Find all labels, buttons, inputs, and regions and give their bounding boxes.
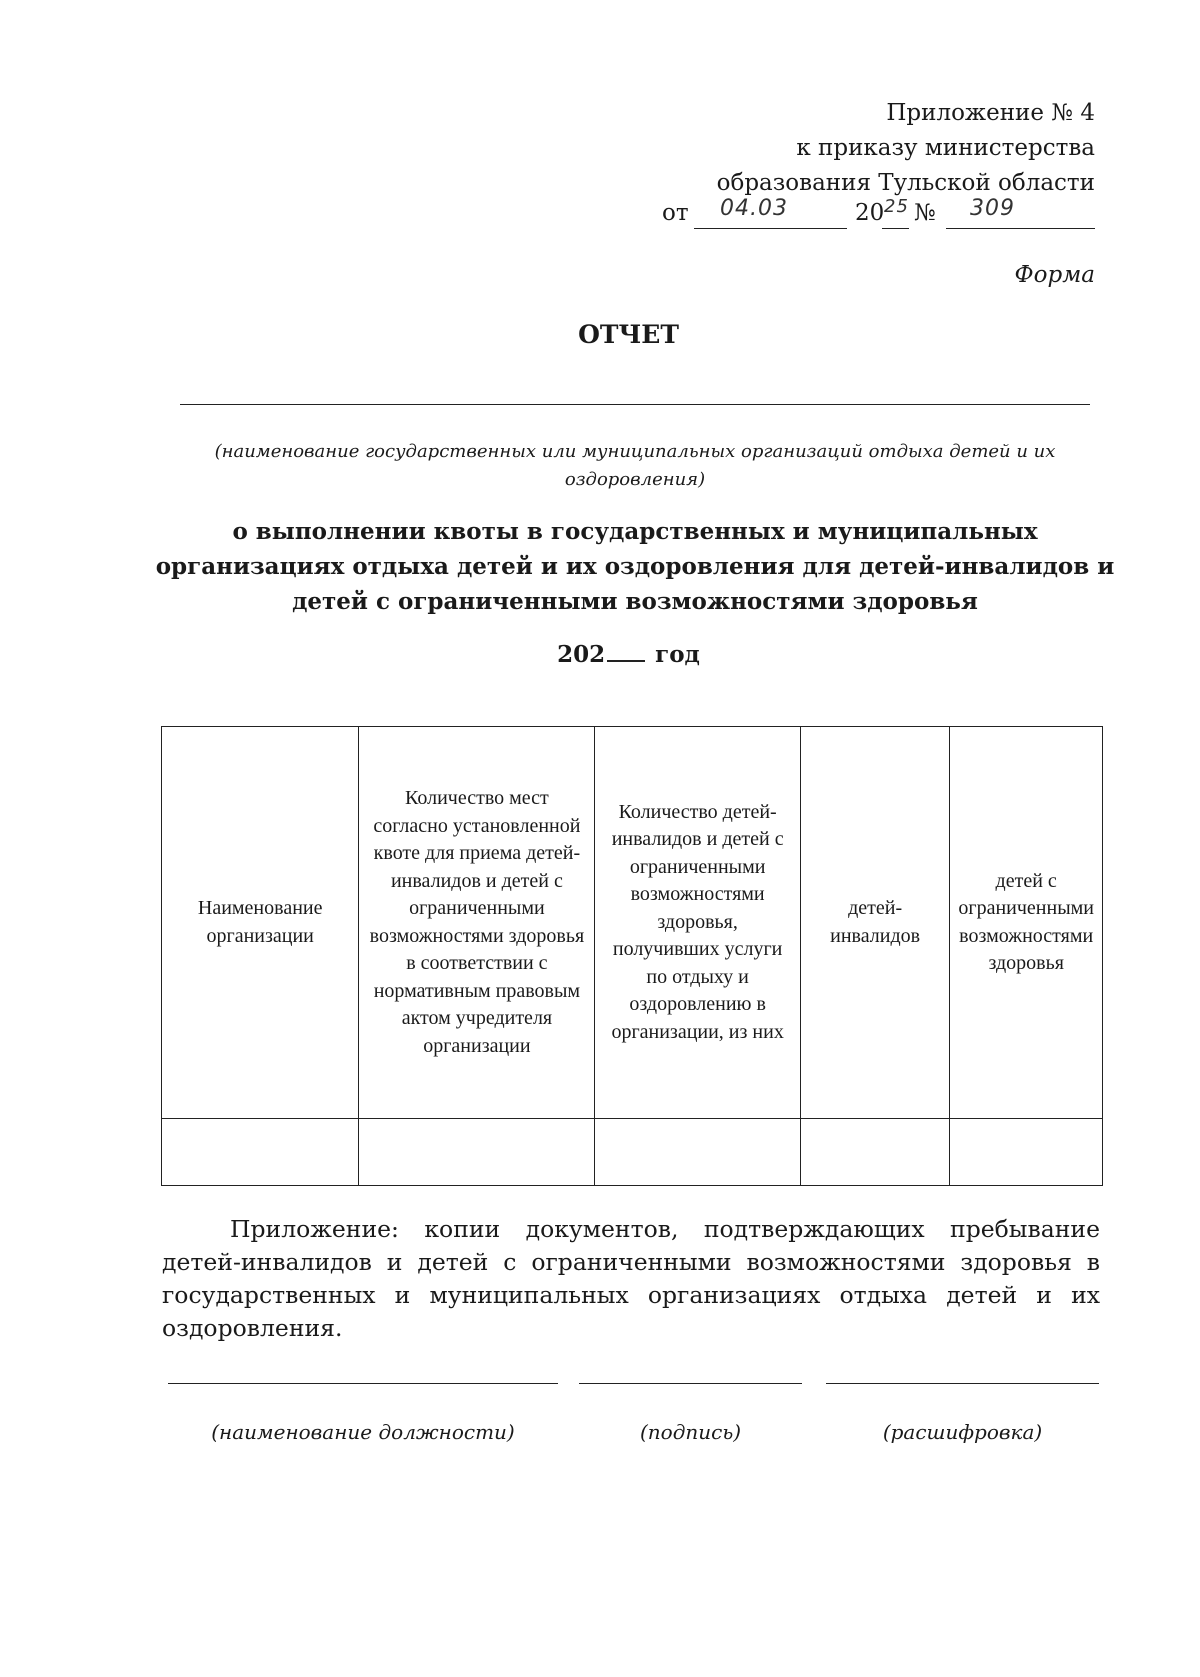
table-header-row [162, 727, 1103, 1119]
table-cell [359, 1119, 595, 1186]
table-cell [800, 1119, 950, 1186]
order-reference: к приказу министерства [796, 135, 1095, 161]
header-organization-name: Наименование организации [162, 727, 359, 1119]
appendix-number: Приложение № 4 [886, 100, 1095, 126]
year-prefix: 20 [855, 200, 885, 226]
report-year [0, 638, 1200, 668]
quota-table [161, 726, 1103, 1186]
header-disabled-children: детей-инвалидов [800, 727, 950, 1119]
position-caption: (наименование должности) [211, 1420, 515, 1444]
appendix-paragraph [162, 1213, 1100, 1345]
year-suffix-text: год [655, 641, 700, 668]
header-limited-health-children: детей с ограниченными возможностями здоровья [950, 727, 1103, 1119]
header-children-served: Количество детей-инвалидов и детей с ограниченными возможностями здоровья, получивших услуги по отдыху и оздоровлению в организации, из них [595, 727, 800, 1119]
order-date-line [662, 196, 1095, 232]
table-cell [595, 1119, 800, 1186]
signature-caption: (подпись) [639, 1420, 742, 1444]
date-handwritten: 04.03 [720, 196, 788, 221]
number-field [946, 200, 1095, 229]
signature-line [579, 1383, 802, 1384]
organization-name-caption: (наименование государственных или муниципальных организаций отдыха детей и их оздоровления) [214, 441, 1056, 490]
ministry-name: образования Тульской области [716, 170, 1095, 196]
form-label: Форма [1014, 262, 1095, 288]
number-handwritten: 309 [970, 196, 1015, 221]
organization-name-line [180, 404, 1090, 405]
appendix-text: Приложение: копии документов, подтверждающих пребывание детей-инвалидов и детей с ограниченными возможностями здоровья в государственных и муниципальных организациях отдыха детей и их оздоровления. [162, 1215, 1100, 1342]
position-line [168, 1383, 558, 1384]
table-cell [950, 1119, 1103, 1186]
table-row [162, 1119, 1103, 1186]
header-quota-places: Количество мест согласно установленной квоте для приема детей-инвалидов и детей с ограниченными возможностями здоровья в соответствии с нормативным правовым актом учредителя организации [359, 727, 595, 1119]
year-blank [607, 638, 645, 662]
decoding-caption: (расшифровка) [882, 1420, 1043, 1444]
number-sign: № [914, 200, 936, 226]
document-title: ОТЧЕТ [578, 320, 679, 349]
decoding-line [826, 1383, 1099, 1384]
report-subject: о выполнении квоты в государственных и муниципальных организациях отдыха детей и их оздоровления для детей-инвалидов и детей с ограниченными возможностями здоровья [155, 518, 1115, 615]
table-cell [162, 1119, 359, 1186]
date-prefix: от [662, 200, 689, 226]
year-handwritten: 25 [884, 196, 909, 217]
year-prefix-text: 202 [557, 641, 606, 668]
